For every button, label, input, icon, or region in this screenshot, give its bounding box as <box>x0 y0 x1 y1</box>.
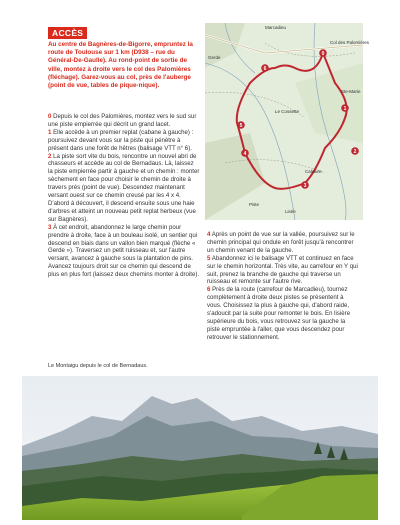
marker-5: 5 <box>239 122 243 129</box>
step-2: 2 La piste sort vite du bois, rencontre un nouvel abri de chasseurs et accède au col de Bernadaus. Là, laissez la piste empierrée partir à gauche et un chemin : monter sèchement en face pour choisir le chemin de droite à travers prés (point de vue). Descendez maintenant versant ouest sur ce chemin creusé par les 4 x 4. D'abord à découvert, il descend ensuite sous une haie d'arbres et atteint un nouveau petit replat herbeux (vue sur Bagnères). <box>48 152 200 223</box>
route-steps-right <box>207 231 359 342</box>
map-label-cossette: Le Cossette <box>275 109 300 114</box>
step-4: 4 Après un point de vue sur la vallée, poursuivez sur le chemin principal qui ondule en forêt jusqu'à rencontrer un chemin venant de la gauche. <box>207 231 355 254</box>
marker-0: 0 <box>321 50 325 57</box>
marker-6: 6 <box>263 65 267 72</box>
route-map-svg <box>205 23 370 220</box>
marker-4: 4 <box>243 150 247 157</box>
step-3: 3 À cet endroit, abandonnez le large chemin pour prendre à droite, face à un bouleau isolé, un sentier qui descend en biais dans un vallon bien marqué (flèche « Gerde »). Traversez un petit ruisseau et, sur l'autre versant, avancez à gauche sous la plantation de pins. Avancez toujours droit sur ce chemin qui descend de plus en plus fort (laissez deux chemins monter à droite). <box>48 223 200 279</box>
mountain-photo-svg <box>22 376 378 520</box>
route-steps-left <box>48 113 200 279</box>
step-5: 5 Abandonnez ici le balisage VTT et continuez en face sur le chemin horizontal. Très vite, au carrefour en Y qui suit, prenez la branche de gauche qui traverse un ruisseau et remonte sur l'autre rive. <box>207 254 358 286</box>
marker-2: 2 <box>353 148 357 155</box>
map-label-calvaire: Calvaire <box>305 169 322 174</box>
map-label-marcadieu: Marcadieu <box>265 25 287 30</box>
access-directions: Au centre de Bagnères-de-Bigorre, empruntez la route de Toulouse sur 1 km (D938 – rue du Général-De-Gaulle). Au rond-point de sortie de ville, montez à droite vers le col des Palomières (fléchage). Garez-vous au col, près de l'auberge (point de vue, tables de pique-nique). <box>48 41 193 90</box>
map-label-gerde: Gerde <box>208 55 221 60</box>
map-label-col: Col des Palomières <box>330 40 370 45</box>
step-6: 6 Près de la route (carrefour de Marcadieu), tournez complètement à droite deux pistes se présentent à vous. Choisissez la plus à gauche qui, d'abord raide, s'adoucit par la suite pour remonter le bois. En lisière supérieure du bois, vous retrouvez sur la gauche la piste empruntée à l'aller, que vous descendez pour retrouver le stationnement. <box>207 286 351 341</box>
route-map <box>205 23 370 220</box>
step-1: 1 Elle accède à un premier replat (cabane à gauche) : poursuivez devant vous sur la piste qui pénètre à présent dans une forêt de hêtres (balisage VTT n° 6). <box>48 128 194 152</box>
marker-3: 3 <box>303 182 307 189</box>
step-0: 0 Depuis le col des Palomières, montez vers le sud sur une piste empierrée qui décrit un grand lacet. <box>48 113 197 128</box>
map-label-lisee: Lisée <box>285 209 296 214</box>
map-label-piste: Piste <box>249 202 260 207</box>
photo-caption: Le Montaigu depuis le col de Bernadaus. <box>48 363 148 369</box>
map-label-ste-marie: Ste-Marie <box>341 89 361 94</box>
access-badge: ACCÈS <box>48 27 87 39</box>
mountain-photo <box>22 376 378 520</box>
marker-1: 1 <box>343 105 347 112</box>
